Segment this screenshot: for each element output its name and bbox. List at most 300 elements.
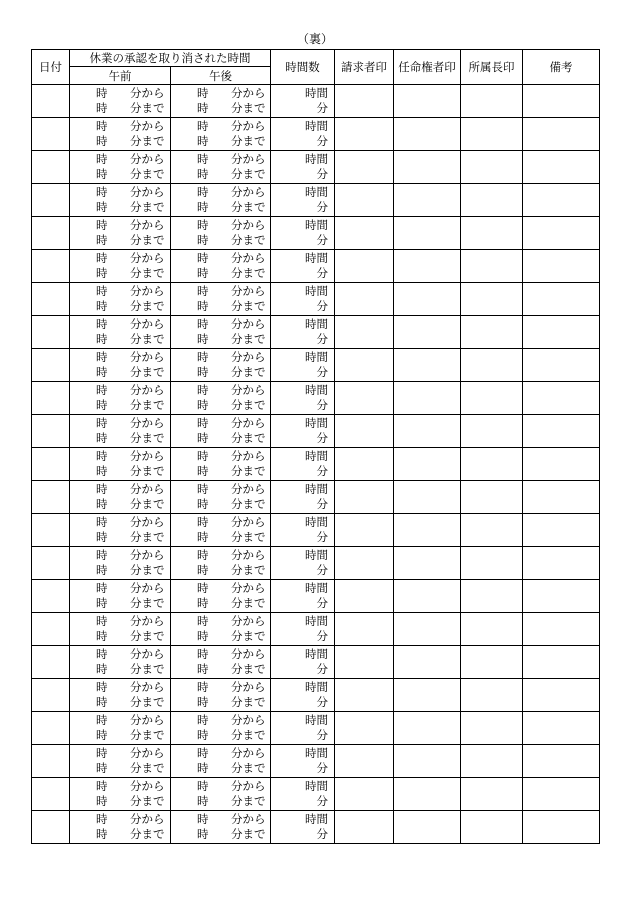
- am-time-cell[interactable]: [70, 415, 171, 448]
- hour-label: 時: [197, 563, 209, 577]
- appointer-seal-cell[interactable]: [394, 679, 461, 712]
- duration-cell[interactable]: [271, 382, 335, 415]
- date-cell[interactable]: [32, 613, 70, 646]
- pm-time-cell[interactable]: [171, 580, 271, 613]
- remarks-cell[interactable]: [523, 745, 600, 778]
- until-minute-label: 分まで: [231, 662, 266, 676]
- from-minute-label: 分から: [231, 218, 266, 232]
- pm-time-cell[interactable]: [171, 184, 271, 217]
- date-cell[interactable]: [32, 283, 70, 316]
- remarks-cell[interactable]: [523, 481, 600, 514]
- minutes-unit-label: 分: [316, 464, 328, 478]
- pm-time-cell[interactable]: [171, 481, 271, 514]
- remarks-cell[interactable]: [523, 250, 600, 283]
- requester-seal-cell[interactable]: [335, 679, 394, 712]
- pm-time-cell[interactable]: [171, 514, 271, 547]
- duration-cell[interactable]: [271, 613, 335, 646]
- remarks-cell[interactable]: [523, 712, 600, 745]
- am-time-cell[interactable]: [70, 217, 171, 250]
- pm-time-cell[interactable]: [171, 316, 271, 349]
- until-minute-label: 分まで: [130, 464, 165, 478]
- from-minute-label: 分から: [231, 317, 266, 331]
- hour-label: 時: [96, 332, 108, 346]
- table-row: [32, 613, 600, 646]
- director-seal-cell[interactable]: [461, 745, 523, 778]
- duration-cell[interactable]: [271, 85, 335, 118]
- date-cell[interactable]: [32, 250, 70, 283]
- director-seal-cell[interactable]: [461, 580, 523, 613]
- pm-time-cell[interactable]: [171, 811, 271, 844]
- minutes-unit-label: 分: [316, 200, 328, 214]
- duration-cell[interactable]: [271, 316, 335, 349]
- requester-seal-cell[interactable]: [335, 283, 394, 316]
- am-time-cell[interactable]: [70, 745, 171, 778]
- remarks-cell[interactable]: [523, 283, 600, 316]
- director-seal-cell[interactable]: [461, 811, 523, 844]
- am-time-cell[interactable]: [70, 349, 171, 382]
- requester-seal-cell[interactable]: [335, 712, 394, 745]
- pm-time-cell[interactable]: [171, 745, 271, 778]
- pm-header: 午後: [171, 67, 271, 85]
- director-seal-cell[interactable]: [461, 184, 523, 217]
- am-time-cell[interactable]: [70, 382, 171, 415]
- duration-cell[interactable]: [271, 283, 335, 316]
- hour-label: 時: [96, 317, 108, 331]
- hour-label: 時: [96, 416, 108, 430]
- pm-time-cell[interactable]: [171, 283, 271, 316]
- hour-label: 時: [96, 713, 108, 727]
- am-time-cell[interactable]: [70, 646, 171, 679]
- remarks-cell[interactable]: [523, 349, 600, 382]
- date-header: 日付: [32, 50, 70, 85]
- until-minute-label: 分まで: [231, 398, 266, 412]
- appointer-seal-cell[interactable]: [394, 316, 461, 349]
- from-minute-label: 分から: [231, 416, 266, 430]
- until-minute-label: 分まで: [130, 794, 165, 808]
- duration-header: 時間数: [271, 50, 335, 85]
- duration-cell[interactable]: [271, 184, 335, 217]
- table-row: [32, 382, 600, 415]
- am-time-cell[interactable]: [70, 481, 171, 514]
- remarks-cell[interactable]: [523, 118, 600, 151]
- requester-seal-cell[interactable]: [335, 514, 394, 547]
- duration-cell[interactable]: [271, 811, 335, 844]
- date-cell[interactable]: [32, 217, 70, 250]
- table-row: [32, 514, 600, 547]
- table-row: [32, 250, 600, 283]
- remarks-cell[interactable]: [523, 580, 600, 613]
- until-minute-label: 分まで: [130, 365, 165, 379]
- hours-unit-label: 時間: [305, 152, 328, 166]
- director-seal-cell[interactable]: [461, 415, 523, 448]
- hours-unit-label: 時間: [305, 614, 328, 628]
- hour-label: 時: [197, 449, 209, 463]
- table-row: [32, 217, 600, 250]
- table-row: [32, 118, 600, 151]
- until-minute-label: 分まで: [130, 167, 165, 181]
- requester-seal-cell[interactable]: [335, 151, 394, 184]
- hour-label: 時: [96, 812, 108, 826]
- appointer-seal-cell[interactable]: [394, 481, 461, 514]
- am-time-cell[interactable]: [70, 118, 171, 151]
- remarks-cell[interactable]: [523, 547, 600, 580]
- from-minute-label: 分から: [231, 515, 266, 529]
- from-minute-label: 分から: [130, 515, 165, 529]
- hour-label: 時: [197, 530, 209, 544]
- from-minute-label: 分から: [130, 86, 165, 100]
- until-minute-label: 分まで: [231, 761, 266, 775]
- appointer-seal-cell[interactable]: [394, 118, 461, 151]
- am-time-cell[interactable]: [70, 778, 171, 811]
- pm-time-cell[interactable]: [171, 613, 271, 646]
- minutes-unit-label: 分: [316, 167, 328, 181]
- appointer-seal-cell[interactable]: [394, 250, 461, 283]
- date-cell[interactable]: [32, 118, 70, 151]
- hour-label: 時: [96, 119, 108, 133]
- hour-label: 時: [96, 779, 108, 793]
- appointer-seal-cell[interactable]: [394, 283, 461, 316]
- requester-seal-cell[interactable]: [335, 778, 394, 811]
- remarks-cell[interactable]: [523, 316, 600, 349]
- until-minute-label: 分まで: [231, 332, 266, 346]
- remarks-cell[interactable]: [523, 646, 600, 679]
- requester-seal-cell[interactable]: [335, 448, 394, 481]
- pm-time-cell[interactable]: [171, 646, 271, 679]
- am-time-cell[interactable]: [70, 151, 171, 184]
- pm-time-cell[interactable]: [171, 118, 271, 151]
- from-minute-label: 分から: [231, 383, 266, 397]
- duration-cell[interactable]: [271, 745, 335, 778]
- director-seal-cell[interactable]: [461, 349, 523, 382]
- appointer-seal-cell[interactable]: [394, 415, 461, 448]
- am-time-cell[interactable]: [70, 316, 171, 349]
- hours-unit-label: 時間: [305, 680, 328, 694]
- until-minute-label: 分まで: [231, 134, 266, 148]
- am-time-cell[interactable]: [70, 250, 171, 283]
- hour-label: 時: [197, 86, 209, 100]
- from-minute-label: 分から: [231, 350, 266, 364]
- director-seal-cell[interactable]: [461, 679, 523, 712]
- appointer-seal-cell[interactable]: [394, 547, 461, 580]
- remarks-cell[interactable]: [523, 151, 600, 184]
- appointer-seal-cell[interactable]: [394, 613, 461, 646]
- director-seal-cell[interactable]: [461, 250, 523, 283]
- until-minute-label: 分まで: [231, 794, 266, 808]
- requester-seal-cell[interactable]: [335, 217, 394, 250]
- hour-label: 時: [96, 548, 108, 562]
- from-minute-label: 分から: [231, 185, 266, 199]
- hour-label: 時: [197, 464, 209, 478]
- requester-seal-cell[interactable]: [335, 745, 394, 778]
- director-seal-cell[interactable]: [461, 613, 523, 646]
- director-seal-cell[interactable]: [461, 118, 523, 151]
- pm-time-cell[interactable]: [171, 151, 271, 184]
- hour-label: 時: [197, 317, 209, 331]
- requester-seal-cell[interactable]: [335, 118, 394, 151]
- appointer-seal-cell[interactable]: [394, 151, 461, 184]
- until-minute-label: 分まで: [231, 233, 266, 247]
- minutes-unit-label: 分: [316, 629, 328, 643]
- am-time-cell[interactable]: [70, 679, 171, 712]
- date-cell[interactable]: [32, 415, 70, 448]
- requester-seal-cell[interactable]: [335, 481, 394, 514]
- requester-seal-cell[interactable]: [335, 316, 394, 349]
- from-minute-label: 分から: [130, 317, 165, 331]
- director-seal-cell[interactable]: [461, 778, 523, 811]
- am-time-cell[interactable]: [70, 283, 171, 316]
- hour-label: 時: [197, 680, 209, 694]
- hour-label: 時: [96, 266, 108, 280]
- requester-seal-cell[interactable]: [335, 547, 394, 580]
- hour-label: 時: [197, 233, 209, 247]
- hour-label: 時: [96, 449, 108, 463]
- duration-cell[interactable]: [271, 151, 335, 184]
- date-cell[interactable]: [32, 316, 70, 349]
- director-seal-cell[interactable]: [461, 514, 523, 547]
- date-cell[interactable]: [32, 811, 70, 844]
- from-minute-label: 分から: [130, 152, 165, 166]
- date-cell[interactable]: [32, 151, 70, 184]
- until-minute-label: 分まで: [130, 200, 165, 214]
- pm-time-cell[interactable]: [171, 415, 271, 448]
- until-minute-label: 分まで: [130, 233, 165, 247]
- pm-time-cell[interactable]: [171, 85, 271, 118]
- pm-time-cell[interactable]: [171, 349, 271, 382]
- minutes-unit-label: 分: [316, 365, 328, 379]
- from-minute-label: 分から: [231, 581, 266, 595]
- director-seal-cell[interactable]: [461, 646, 523, 679]
- am-time-cell[interactable]: [70, 613, 171, 646]
- duration-cell[interactable]: [271, 118, 335, 151]
- hour-label: 時: [96, 185, 108, 199]
- from-minute-label: 分から: [231, 614, 266, 628]
- appointer-seal-cell[interactable]: [394, 778, 461, 811]
- remarks-cell[interactable]: [523, 811, 600, 844]
- am-time-cell[interactable]: [70, 514, 171, 547]
- duration-cell[interactable]: [271, 646, 335, 679]
- director-seal-cell[interactable]: [461, 85, 523, 118]
- hour-label: 時: [197, 431, 209, 445]
- until-minute-label: 分まで: [231, 365, 266, 379]
- page-title: （裏）: [296, 32, 333, 46]
- appointer-seal-cell[interactable]: [394, 745, 461, 778]
- pm-time-cell[interactable]: [171, 217, 271, 250]
- date-cell[interactable]: [32, 547, 70, 580]
- am-time-cell[interactable]: [70, 448, 171, 481]
- hours-unit-label: 時間: [305, 812, 328, 826]
- pm-time-cell[interactable]: [171, 679, 271, 712]
- from-minute-label: 分から: [130, 548, 165, 562]
- until-minute-label: 分まで: [231, 827, 266, 841]
- from-minute-label: 分から: [231, 152, 266, 166]
- date-cell[interactable]: [32, 514, 70, 547]
- from-minute-label: 分から: [130, 449, 165, 463]
- hours-unit-label: 時間: [305, 548, 328, 562]
- director-seal-cell[interactable]: [461, 547, 523, 580]
- hours-unit-label: 時間: [305, 647, 328, 661]
- director-seal-cell[interactable]: [461, 316, 523, 349]
- hour-label: 時: [96, 695, 108, 709]
- requester-seal-cell[interactable]: [335, 415, 394, 448]
- from-minute-label: 分から: [130, 383, 165, 397]
- requester-seal-cell[interactable]: [335, 382, 394, 415]
- pm-time-cell[interactable]: [171, 547, 271, 580]
- date-cell[interactable]: [32, 679, 70, 712]
- remarks-cell[interactable]: [523, 448, 600, 481]
- hour-label: 時: [96, 515, 108, 529]
- appointer-seal-cell[interactable]: [394, 217, 461, 250]
- appointer-seal-cell[interactable]: [394, 184, 461, 217]
- duration-cell[interactable]: [271, 217, 335, 250]
- hour-label: 時: [96, 596, 108, 610]
- until-minute-label: 分まで: [231, 728, 266, 742]
- remarks-cell[interactable]: [523, 613, 600, 646]
- until-minute-label: 分まで: [130, 134, 165, 148]
- table-row: [32, 415, 600, 448]
- from-minute-label: 分から: [130, 185, 165, 199]
- hour-label: 時: [197, 332, 209, 346]
- remarks-cell[interactable]: [523, 778, 600, 811]
- pm-time-cell[interactable]: [171, 448, 271, 481]
- hours-unit-label: 時間: [305, 482, 328, 496]
- hour-label: 時: [96, 629, 108, 643]
- minutes-unit-label: 分: [316, 596, 328, 610]
- duration-cell[interactable]: [271, 250, 335, 283]
- director-seal-cell[interactable]: [461, 481, 523, 514]
- remarks-cell[interactable]: [523, 382, 600, 415]
- am-time-cell[interactable]: [70, 712, 171, 745]
- remarks-cell[interactable]: [523, 514, 600, 547]
- requester-seal-cell[interactable]: [335, 811, 394, 844]
- requester-seal-cell[interactable]: [335, 184, 394, 217]
- duration-cell[interactable]: [271, 448, 335, 481]
- minutes-unit-label: 分: [316, 431, 328, 445]
- am-time-cell[interactable]: [70, 547, 171, 580]
- remarks-cell[interactable]: [523, 679, 600, 712]
- am-time-cell[interactable]: [70, 580, 171, 613]
- minutes-unit-label: 分: [316, 332, 328, 346]
- pm-time-cell[interactable]: [171, 382, 271, 415]
- hour-label: 時: [197, 827, 209, 841]
- hours-unit-label: 時間: [305, 119, 328, 133]
- am-time-cell[interactable]: [70, 85, 171, 118]
- duration-cell[interactable]: [271, 415, 335, 448]
- appointer-seal-cell[interactable]: [394, 448, 461, 481]
- hour-label: 時: [197, 482, 209, 496]
- duration-cell[interactable]: [271, 679, 335, 712]
- hour-label: 時: [197, 101, 209, 115]
- hour-label: 時: [96, 614, 108, 628]
- until-minute-label: 分まで: [231, 266, 266, 280]
- date-cell[interactable]: [32, 778, 70, 811]
- hour-label: 時: [96, 233, 108, 247]
- until-minute-label: 分まで: [130, 431, 165, 445]
- duration-cell[interactable]: [271, 481, 335, 514]
- hour-label: 時: [197, 284, 209, 298]
- date-cell[interactable]: [32, 712, 70, 745]
- date-cell[interactable]: [32, 745, 70, 778]
- until-minute-label: 分まで: [130, 398, 165, 412]
- remarks-cell[interactable]: [523, 217, 600, 250]
- appointer-seal-cell[interactable]: [394, 811, 461, 844]
- remarks-cell[interactable]: [523, 184, 600, 217]
- duration-cell[interactable]: [271, 514, 335, 547]
- hour-label: 時: [96, 134, 108, 148]
- requester-seal-cell[interactable]: [335, 250, 394, 283]
- table-row: [32, 679, 600, 712]
- director-seal-cell[interactable]: [461, 217, 523, 250]
- hour-label: 時: [96, 218, 108, 232]
- director-seal-cell[interactable]: [461, 151, 523, 184]
- hours-unit-label: 時間: [305, 317, 328, 331]
- duration-cell[interactable]: [271, 547, 335, 580]
- pm-time-cell[interactable]: [171, 250, 271, 283]
- requester-seal-cell[interactable]: [335, 613, 394, 646]
- duration-cell[interactable]: [271, 349, 335, 382]
- date-cell[interactable]: [32, 481, 70, 514]
- date-cell[interactable]: [32, 646, 70, 679]
- duration-cell[interactable]: [271, 712, 335, 745]
- until-minute-label: 分まで: [231, 200, 266, 214]
- remarks-cell[interactable]: [523, 85, 600, 118]
- hour-label: 時: [96, 284, 108, 298]
- requester-seal-cell[interactable]: [335, 349, 394, 382]
- date-cell[interactable]: [32, 184, 70, 217]
- appointer-seal-cell[interactable]: [394, 646, 461, 679]
- date-cell[interactable]: [32, 448, 70, 481]
- hour-label: 時: [96, 746, 108, 760]
- pm-time-cell[interactable]: [171, 778, 271, 811]
- table-row: [32, 646, 600, 679]
- duration-cell[interactable]: [271, 580, 335, 613]
- date-cell[interactable]: [32, 382, 70, 415]
- appointer-seal-cell[interactable]: [394, 712, 461, 745]
- remarks-cell[interactable]: [523, 415, 600, 448]
- appointer-seal-cell[interactable]: [394, 85, 461, 118]
- requester-seal-cell[interactable]: [335, 85, 394, 118]
- appointer-seal-cell[interactable]: [394, 580, 461, 613]
- hour-label: 時: [96, 530, 108, 544]
- am-time-cell[interactable]: [70, 184, 171, 217]
- hours-unit-label: 時間: [305, 746, 328, 760]
- hour-label: 時: [96, 761, 108, 775]
- table-row: [32, 349, 600, 382]
- director-seal-cell[interactable]: [461, 448, 523, 481]
- date-cell[interactable]: [32, 349, 70, 382]
- appointer-seal-cell[interactable]: [394, 382, 461, 415]
- director-seal-cell[interactable]: [461, 283, 523, 316]
- duration-cell[interactable]: [271, 778, 335, 811]
- requester-seal-cell[interactable]: [335, 646, 394, 679]
- requester-seal-cell[interactable]: [335, 580, 394, 613]
- hour-label: 時: [197, 119, 209, 133]
- appointer-seal-cell[interactable]: [394, 514, 461, 547]
- remarks-header: 備考: [523, 50, 600, 85]
- date-cell[interactable]: [32, 85, 70, 118]
- am-time-cell[interactable]: [70, 811, 171, 844]
- pm-time-cell[interactable]: [171, 712, 271, 745]
- director-seal-cell[interactable]: [461, 712, 523, 745]
- minutes-unit-label: 分: [316, 101, 328, 115]
- table-row: [32, 745, 600, 778]
- hours-unit-label: 時間: [305, 86, 328, 100]
- director-seal-cell[interactable]: [461, 382, 523, 415]
- date-cell[interactable]: [32, 580, 70, 613]
- appointer-seal-cell[interactable]: [394, 349, 461, 382]
- hour-label: 時: [96, 350, 108, 364]
- hours-unit-label: 時間: [305, 416, 328, 430]
- hour-label: 時: [197, 629, 209, 643]
